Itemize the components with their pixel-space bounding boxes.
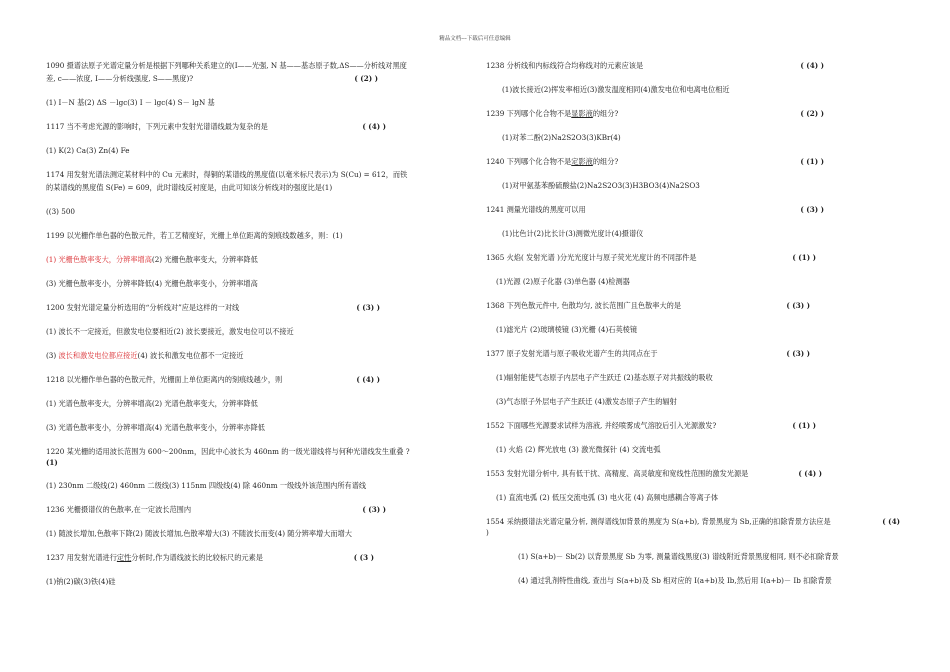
right-column bbox=[486, 61, 906, 586]
q1368-stem: 1368 下列色散元件中, 色散均匀, 波长范围广且色散率大的是 ( (3) ) bbox=[486, 301, 810, 310]
q1365-stem: 1365 火焰( 发射光谱 )分光光度计与原子荧光光度计的不同部件是 ( (1) ) bbox=[486, 253, 816, 262]
q1239-stem: 1239 下列哪个化合物不是显影液的组分? ( (2) ) bbox=[486, 109, 824, 118]
q1218-opt1: (1) 光谱色散率变大，分辨率增高(2) 光谱色散率变大，分辨率降低 bbox=[46, 399, 258, 408]
q1377-opt2: (3)气态原子外层电子产生跃迁 (4)激发态原子产生的辐射 bbox=[496, 397, 677, 406]
q1218-stem: 1218 以光栅作单色器的色散元件，光栅面上单位距离内的刻痕线越少，则 ( (4) ) bbox=[46, 375, 380, 384]
q1238-options: (1)波长接近(2)挥发率相近(3)激发温度相同(4)激发电位和电离电位相近 bbox=[502, 85, 730, 94]
q1238-answer: ( (4) ) bbox=[800, 61, 824, 70]
q1554-answer: ( (4) bbox=[882, 517, 900, 526]
q1368-options: (1)滤光片 (2)玻璃棱镜 (3)光栅 (4)石英棱镜 bbox=[496, 325, 638, 334]
q1377-answer: ( (3) ) bbox=[786, 349, 810, 358]
q1552-stem: 1552 下面哪些光源要求试样为溶液, 并经喷雾成气溶胶后引入光源激发? ( (1) ) bbox=[486, 421, 816, 430]
q1237-stem: 1237 用发射光谱进行定性分析时,作为谱线波长的比较标尺的元素是 ( (3 ) bbox=[46, 553, 374, 562]
q1174-line2: 的某谱线的黑度值 S(Fe) = 609，此时谱线反衬度是，由此可知该分析线对的强度比是(1) bbox=[46, 183, 333, 192]
q1117-stem: 1117 当不考虑光源的影响时，下列元素中发射光谱谱线最为复杂的是 ( (4) ) bbox=[46, 122, 386, 131]
q1199-correct-option: (1) 光栅色散率变大，分辨率增高 bbox=[46, 255, 152, 264]
q1117-options: (1) K(2) Ca(3) Zn(4) Fe bbox=[46, 146, 130, 155]
q1554-opt1: (1) S(a+b)－ Sb(2) 以背景黑度 Sb 为零, 测量谱线黑度(3) 谱线附近背景黑度相同, 则不必扣除背景 bbox=[518, 552, 839, 561]
q1090-answer: ( (2) ) bbox=[354, 74, 378, 83]
q1117-answer: ( (4) ) bbox=[362, 122, 386, 131]
q1200-correct-option: 波长和激发电位都应接近 bbox=[58, 351, 138, 360]
q1090-line1: 1090 摄谱法原子光谱定量分析是根据下列哪种关系建立的(I——光强, N 基——基态原子数,ΔS——分析线对黑度 bbox=[46, 61, 407, 70]
q1240-stem: 1240 下列哪个化合物不是定影液的组分? ( (1) ) bbox=[486, 157, 824, 166]
q1365-options: (1)光源 (2)原子化器 (3)单色器 (4)检测器 bbox=[496, 277, 630, 286]
q1552-options: (1) 火焰 (2) 辉光放电 (3) 激光微探针 (4) 交流电弧 bbox=[496, 445, 661, 454]
q1239-options: (1)对苯二酚(2)Na2S2O3(3)KBr(4) bbox=[502, 133, 621, 142]
q1218-answer: ( (4) ) bbox=[356, 375, 380, 384]
q1553-answer: ( (4) ) bbox=[798, 469, 822, 478]
q1377-stem: 1377 原子发射光谱与原子吸收光谱产生的共同点在于 ( (3) ) bbox=[486, 349, 810, 358]
q1554-stem: 1554 采纳摄谱法光谱定量分析, 测得谱线加背景的黑度为 S(a+b), 背景黑度为 Sb,正确的扣除背景方法应是 ( (4) bbox=[486, 517, 900, 526]
q1236-stem: 1236 光栅摄谱仪的色散率,在一定波长范围内 ( (3) ) bbox=[46, 505, 386, 514]
q1090-options: (1) I－N 基(2) ΔS －lgc(3) I － lgc(4) S－ lgN 基 bbox=[46, 98, 215, 107]
q1199-stem: 1199 以光栅作单色器的色散元件，若工艺精度好，光栅上单位距离的刻痕线数越多，则：(1) bbox=[46, 231, 343, 240]
q1220-options: (1) 230nm 二级线(2) 460nm 二级线(3) 115nm 四级线(4) 除 460nm 一级线外该范围内所有谱线 bbox=[46, 481, 367, 490]
q1237-options: (1)钠(2)碳(3)铁(4)硅 bbox=[46, 577, 116, 586]
q1365-answer: ( (1) ) bbox=[792, 253, 816, 262]
q1200-opt1: (1) 波长不一定接近，但激发电位要相近(2) 波长要接近，激发电位可以不接近 bbox=[46, 327, 294, 336]
q1236-options: (1) 随波长增加,色散率下降(2) 随波长增加,色散率增大(3) 不随波长而变(4) 随分辨率增大而增大 bbox=[46, 529, 352, 538]
q1238-stem: 1238 分析线和内标线符合均称线对的元素应该是 ( (4) ) bbox=[486, 61, 824, 70]
q1240-answer: ( (1) ) bbox=[800, 157, 824, 166]
q1200-opt2: (3) 波长和激发电位都应接近(4) 波长和激发电位都不一定接近 bbox=[46, 351, 244, 360]
q1554-close: ) bbox=[486, 528, 489, 537]
q1174-line1: 1174 用发射光谱法测定某材料中的 Cu 元素时，得铜的某谱线的黑度值(以毫米标尺表示)为 S(Cu) = 612，而铁 bbox=[46, 170, 408, 179]
q1241-options: (1)比色计(2)比长计(3)测微光度计(4)摄谱仪 bbox=[502, 229, 644, 238]
q1241-stem: 1241 测量光谱线的黑度可以用 ( (3) ) bbox=[486, 205, 824, 214]
q1199-opt2: (3) 光栅色散率变小，分辨率降低(4) 光栅色散率变小，分辨率增高 bbox=[46, 279, 258, 288]
q1237-answer: ( (3 ) bbox=[353, 553, 374, 562]
q1199-opt1: (1) 光栅色散率变大，分辨率增高(2) 光栅色散率变大，分辨率降低 bbox=[46, 255, 258, 264]
q1220-answer: (1) bbox=[46, 458, 58, 467]
q1239-answer: ( (2) ) bbox=[800, 109, 824, 118]
q1368-answer: ( (3) ) bbox=[786, 301, 810, 310]
q1220-stem: 1220 某光栅的适用波长范围为 600～200nm，因此中心波长为 460nm 的一级光谱线将与何种光谱线发生重叠 ? bbox=[46, 447, 410, 456]
q1090-line2: 差, c——浓度, I——分析线强度, S——黑度)? ( (2) ) bbox=[46, 74, 378, 83]
q1200-stem: 1200 发射光谱定量分析选用的“分析线对”应是这样的一对线 ( (3) ) bbox=[46, 303, 380, 312]
q1554-opt2: (4) 通过乳剂特性曲线, 查出与 S(a+b)及 Sb 相对应的 I(a+b)及 Ib,然后用 I(a+b)－ Ib 扣除背景 bbox=[518, 576, 832, 585]
q1377-opt1: (1)辐射能使气态原子内层电子产生跃迁 (2)基态原子对共振线的吸收 bbox=[496, 373, 713, 382]
q1218-opt2: (3) 光谱色散率变小，分辨率增高(4) 光谱色散率变小，分辨率亦降低 bbox=[46, 423, 265, 432]
q1552-answer: ( (1) ) bbox=[792, 421, 816, 430]
q1200-answer: ( (3) ) bbox=[356, 303, 380, 312]
q1553-stem: 1553 发射光谱分析中, 具有低干扰、高精度、高灵敏度和宽线性范围的激发光源是 ( (4) ) bbox=[486, 469, 822, 478]
left-column bbox=[46, 61, 464, 587]
q1553-options: (1) 直流电弧 (2) 低压交流电弧 (3) 电火花 (4) 高频电感耦合等离子体 bbox=[496, 493, 719, 502]
page-header: 精品文档---下载后可任意编辑 bbox=[439, 36, 511, 42]
q1174-options: ((3) 500 bbox=[46, 207, 75, 216]
q1236-answer: ( (3) ) bbox=[362, 505, 386, 514]
q1241-answer: ( (3) ) bbox=[800, 205, 824, 214]
q1240-options: (1)对甲氨基苯酚硫酸盐(2)Na2S2O3(3)H3BO3(4)Na2SO3 bbox=[502, 181, 700, 190]
